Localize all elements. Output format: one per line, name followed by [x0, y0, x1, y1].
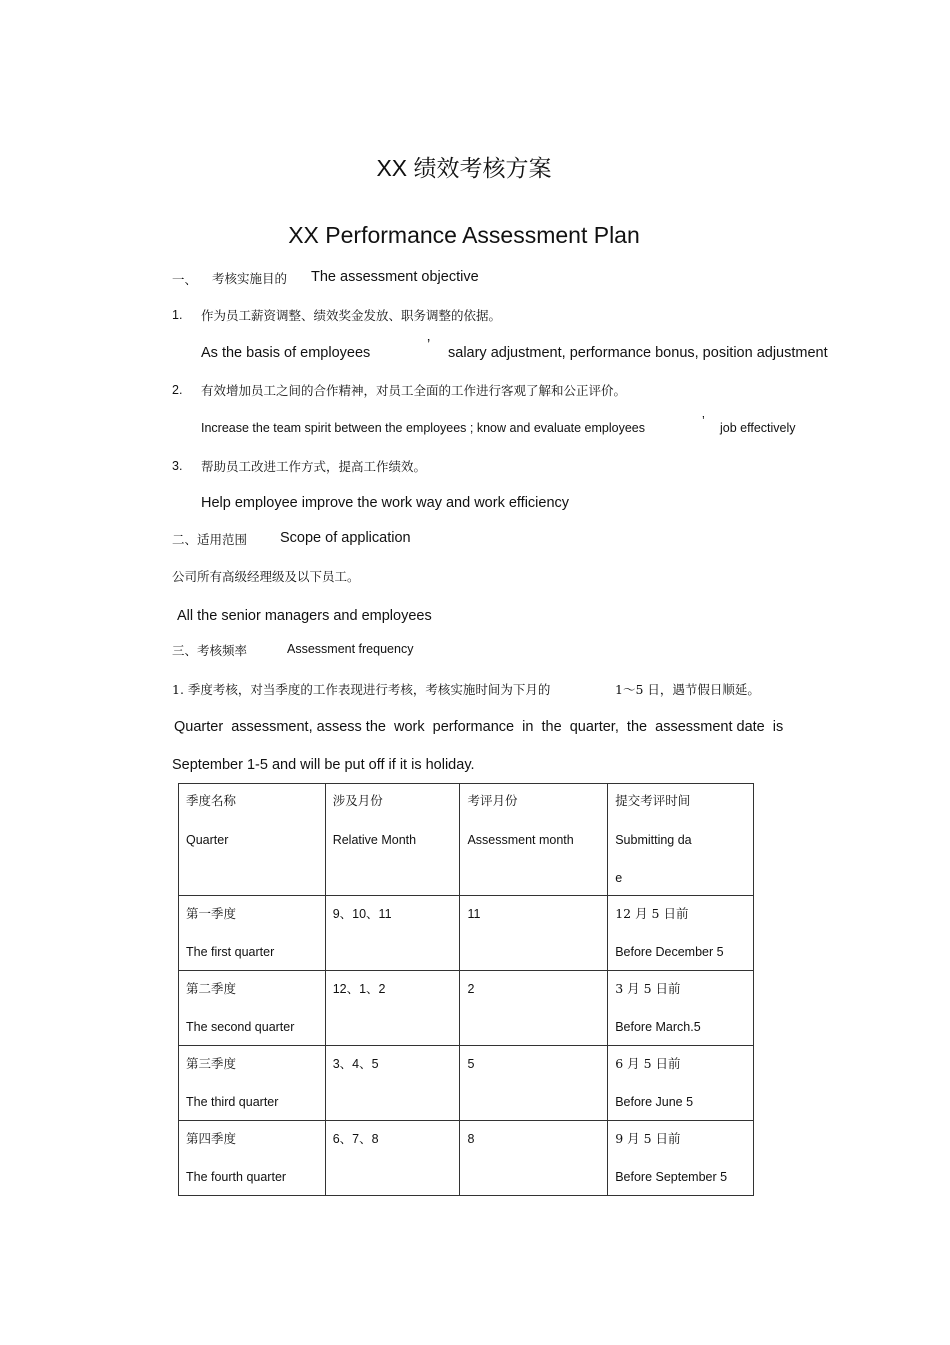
quarter-cell — [179, 1121, 326, 1196]
relative-month-cell — [325, 1046, 460, 1121]
item2-text-en-part2: job effectively — [720, 421, 796, 435]
item3-text-en: Help employee improve the work way and work efficiency — [201, 495, 570, 511]
assessment-month-cell — [460, 1121, 608, 1196]
table-row — [179, 1121, 754, 1196]
relative-month-cell — [325, 971, 460, 1046]
section3-item-en-line2: September 1-5 and will be put off if it is holiday. — [172, 757, 475, 773]
header-quarter-cn: 季度名称 — [186, 793, 237, 808]
assessment-month-cell — [460, 896, 608, 971]
header-submitting-date-wrap: e — [615, 871, 623, 885]
header-cell-assessment-month — [460, 784, 608, 896]
submitting-date-cell — [608, 896, 754, 971]
relative-months: 3、4、5 — [332, 1057, 379, 1071]
submitting-date-cell — [608, 1121, 754, 1196]
item2-number: 2. — [172, 383, 183, 397]
section3-item-cn-part1: 1. 季度考核，对当季度的工作表现进行考核，考核实施时间为下月的 — [172, 682, 551, 697]
item2-apostrophe: ’ — [702, 414, 705, 428]
section3-heading-cn: 三、考核频率 — [172, 643, 248, 658]
page-title-english: XX Performance Assessment Plan — [288, 222, 640, 248]
quarter-name-en: The third quarter — [186, 1095, 279, 1109]
header-relative-month-en: Relative Month — [332, 833, 417, 847]
quarter-name-cn: 第一季度 — [186, 906, 237, 921]
submitting-date-cn: 3 月 5 日前 — [615, 981, 681, 996]
header-cell-quarter — [179, 784, 326, 896]
submitting-date-en: Before September 5 — [615, 1170, 728, 1184]
quarter-cell — [179, 971, 326, 1046]
item2-text-en-part1: Increase the team spirit between the employees ; know and evaluate employees — [201, 421, 646, 435]
relative-month-cell — [325, 896, 460, 971]
assessment-month: 8 — [467, 1132, 475, 1146]
table-row — [179, 971, 754, 1046]
assessment-month: 2 — [467, 982, 475, 996]
item1-apostrophe: ’ — [427, 337, 431, 353]
quarter-cell — [179, 1046, 326, 1121]
quarter-name-cn: 第二季度 — [186, 981, 237, 996]
submitting-date-en: Before June 5 — [615, 1095, 694, 1109]
quarter-name-cn: 第三季度 — [186, 1056, 237, 1071]
quarter-name-cn: 第四季度 — [186, 1131, 237, 1146]
relative-months: 6、7、8 — [332, 1132, 379, 1146]
header-cell-relative-month — [325, 784, 460, 896]
assessment-month: 11 — [467, 907, 481, 921]
page-title-chinese: XX 绩效考核方案 — [376, 155, 552, 181]
section3-heading-en: Assessment frequency — [287, 642, 414, 656]
item1-text-en-part1: As the basis of employees — [201, 345, 371, 361]
item3-text-cn: 帮助员工改进工作方式，提高工作绩效。 — [201, 459, 427, 474]
header-submitting-date-cn: 提交考评时间 — [615, 793, 691, 808]
section2-body-en: All the senior managers and employees — [177, 608, 432, 624]
quarter-name-en: The second quarter — [186, 1020, 295, 1034]
header-assessment-month-cn: 考评月份 — [467, 793, 518, 808]
section1-number: 一、 — [172, 272, 198, 287]
header-assessment-month-en: Assessment month — [467, 833, 574, 847]
submitting-date-cn: 12 月 5 日前 — [615, 906, 689, 921]
item2-text-cn: 有效增加员工之间的合作精神，对员工全面的工作进行客观了解和公正评价。 — [201, 383, 627, 398]
table-header-row — [179, 784, 754, 896]
relative-month-cell — [325, 1121, 460, 1196]
table-row — [179, 896, 754, 971]
assessment-month-cell — [460, 971, 608, 1046]
quarter-name-en: The fourth quarter — [186, 1170, 287, 1184]
item3-number: 3. — [172, 459, 183, 473]
submitting-date-cn: 6 月 5 日前 — [615, 1056, 681, 1071]
quarter-name-en: The first quarter — [186, 945, 275, 959]
submitting-date-cell — [608, 1046, 754, 1121]
relative-months: 9、10、11 — [332, 907, 392, 921]
submitting-date-cn: 9 月 5 日前 — [615, 1131, 681, 1146]
header-cell-submitting-date — [608, 784, 754, 896]
quarter-cell — [179, 896, 326, 971]
submitting-date-cell — [608, 971, 754, 1046]
relative-months: 12、1、2 — [332, 982, 386, 996]
section2-heading-en: Scope of application — [280, 530, 411, 546]
quarter-schedule-table — [178, 783, 754, 1196]
assessment-month-cell — [460, 1046, 608, 1121]
header-quarter-en: Quarter — [186, 833, 229, 847]
section2-heading-cn: 二、适用范围 — [172, 532, 248, 547]
assessment-month: 5 — [467, 1057, 475, 1071]
table-row — [179, 1046, 754, 1121]
section2-body-cn: 公司所有高级经理级及以下员工。 — [172, 569, 360, 584]
item1-text-en-part2: salary adjustment, performance bonus, position adjustment — [448, 345, 828, 361]
submitting-date-en: Before December 5 — [615, 945, 724, 959]
header-submitting-date-en: Submitting da — [615, 833, 692, 847]
section1-heading-en: The assessment objective — [311, 269, 479, 285]
header-relative-month-cn: 涉及月份 — [332, 793, 383, 808]
submitting-date-en: Before March.5 — [615, 1020, 701, 1034]
item1-number: 1. — [172, 308, 183, 322]
section3-item-cn-part2: 1～5 日，遇节假日顺延。 — [615, 682, 760, 697]
item1-text-cn: 作为员工薪资调整、绩效奖金发放、职务调整的依据。 — [201, 308, 502, 323]
section3-item-en-line1: Quarter assessment, assess the work performance in the quarter, the assessment date is — [174, 719, 784, 735]
section1-heading-cn: 考核实施目的 — [212, 271, 288, 286]
